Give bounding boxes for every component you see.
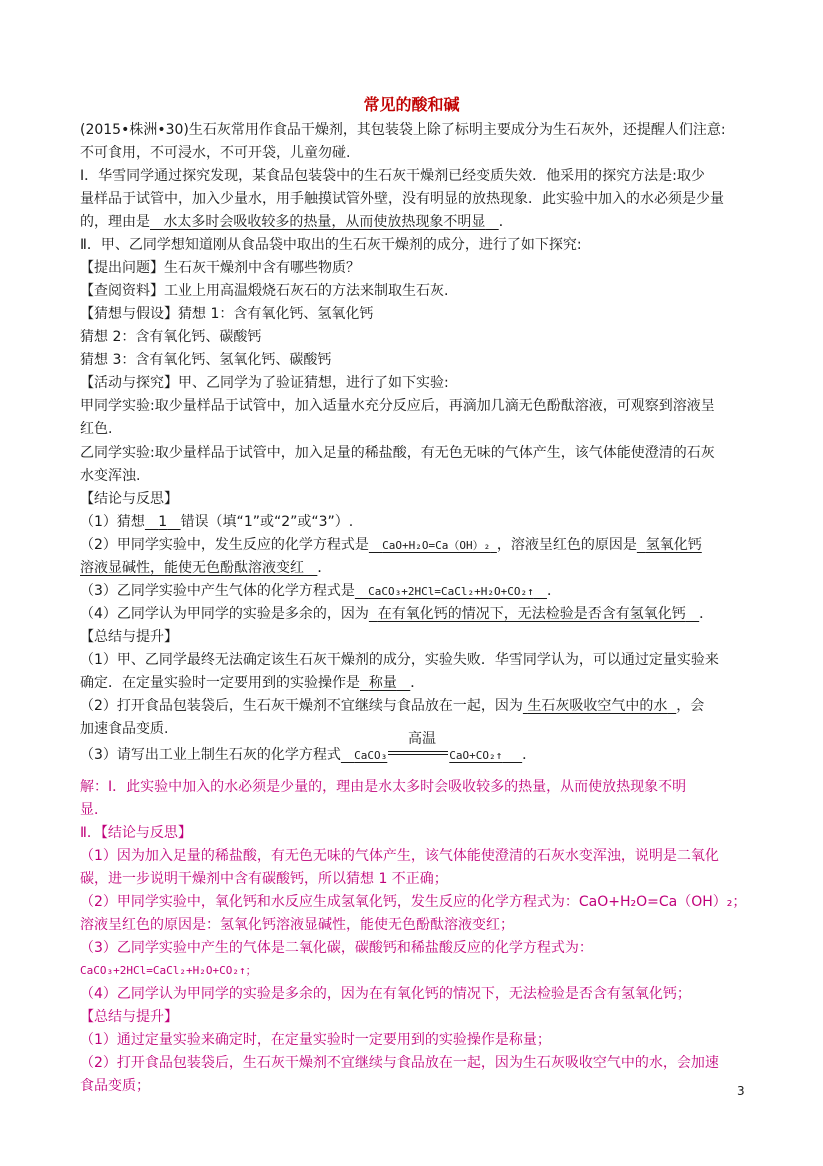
answer-blank (341, 749, 387, 762)
answer-blank (449, 749, 522, 762)
solution-line: （1）通过定量实验来确定时，在定量实验时一定要用到的实验操作是称量； (80, 1032, 551, 1048)
text-segment: 错误（填“1”或“2”或“3”）. (180, 514, 354, 530)
text-segment: （3）乙同学实验中产生气体的化学方程式是 (80, 583, 355, 599)
answer-text: 生石灰吸收空气中的水 (527, 698, 668, 714)
text-segment: （1）猜想 (80, 514, 145, 530)
text-line (80, 535, 702, 556)
text-line: 加速食品变质. (80, 721, 169, 737)
text-line (80, 581, 561, 602)
solution-line: 食品变质； (80, 1078, 150, 1094)
text-line: 量样品于试管中，加入少量水，用手触摸试管外壁，没有明显的放热现象．此实验中加入的水必须是少量 (80, 191, 724, 207)
answer-blank (637, 537, 702, 553)
text-line: 乙同学实验:取少量样品于试管中，加入足量的稀盐酸，有无色无味的气体产生，该气体能使澄清的石灰 (80, 445, 715, 461)
answer-text: 氢氧化钙 (645, 537, 702, 553)
answer-blank (80, 560, 317, 576)
text-line: 【查阅资料】工业上用高温煅烧石灰石的方法来制取生石灰. (80, 283, 449, 299)
text-line: 水变浑浊. (80, 468, 141, 484)
text-line: 【提出问题】生石灰干燥剂中含有哪些物质？ (80, 260, 360, 276)
text-segment: 确定．在定量实验时一定要用到的实验操作是 (80, 675, 360, 691)
text-segment: ． (699, 606, 714, 622)
equation-text: CaO+H₂O=Ca（OH）₂ (382, 539, 491, 552)
solution-line: （1）因为加入足量的稀盐酸，有无色无味的气体产生，该气体能使澄清的石灰水变浑浊，说明是二氧化 (80, 848, 719, 864)
text-line (80, 696, 704, 716)
solution-line: （3）乙同学实验中产生的气体是二氧化碳，碳酸钙和稀盐酸反应的化学方程式为： (80, 940, 593, 956)
text-line: Ⅰ．华雪同学通过探究发现，某食品包装袋中的生石灰干燥剂已经变质失效．他采用的探究方法是:取少 (80, 168, 705, 184)
text-line (80, 745, 536, 766)
text-segment: ． (498, 214, 513, 230)
text-segment: （4）乙同学认为甲同学的实验是多余的，因为 (80, 606, 369, 622)
text-segment: ． (546, 583, 561, 599)
page-title: 常见的酸和碱 (363, 95, 460, 114)
answer-blank (369, 539, 497, 552)
solution-heading: Ⅱ．【结论与反思】 (80, 825, 192, 841)
text-line: （1）甲、乙同学最终无法确定该生石灰干燥剂的成分，实验失败．华雪同学认为，可以通过定量实验来 (80, 652, 719, 668)
solution-line: （4）乙同学认为甲同学的实验是多余的，因为在有氧化钙的情况下，无法检验是否含有氢氧化钙； (80, 986, 691, 1002)
text-segment: ． (317, 560, 332, 576)
answer-text: 1 (158, 514, 168, 530)
text-line: 猜想 2：含有氧化钙、碳酸钙 (80, 329, 262, 345)
equation-text: CaCO₃+2HCl=CaCl₂+H₂O+CO₂↑ (368, 585, 534, 598)
text-line: 【猜想与假设】猜想 1：含有氧化钙、氢氧化钙 (80, 306, 374, 322)
solution-heading: 【总结与提升】 (80, 1009, 178, 1025)
section-heading: 【结论与反思】 (80, 491, 178, 507)
solution-line: 碳，进一步说明干燥剂中含有碳酸钙，所以猜想 1 不正确； (80, 871, 448, 887)
text-line: Ⅱ．甲、乙同学想知道刚从食品袋中取出的生石灰干燥剂的成分，进行了如下探究: (80, 237, 582, 253)
text-segment: ，溶液呈红色的原因是 (496, 537, 637, 553)
text-line: 猜想 3：含有氧化钙、氢氧化钙、碳酸钙 (80, 352, 332, 368)
text-segment: 的，理由是 (80, 214, 150, 230)
answer-text: 在有氧化钙的情况下，无法检验是否含有氢氧化钙 (377, 606, 686, 622)
text-line: 甲同学实验:取少量样品于试管中，加入适量水充分反应后，再滴加几滴无色酚酞溶液，可观察到溶液呈 (80, 398, 715, 414)
text-segment: ． (522, 747, 537, 763)
section-heading: 【总结与提升】 (80, 629, 178, 645)
text-line (80, 558, 331, 578)
text-segment: （2）打开食品包装袋后，生石灰干燥剂不宜继续与食品放在一起，因为 (80, 698, 523, 714)
text-line: 【活动与探究】甲、乙同学为了验证猜想，进行了如下实验: (80, 375, 449, 391)
text-line (80, 512, 353, 532)
text-line: 红色. (80, 421, 113, 437)
text-line: (2015•株洲•30)生石灰常用作食品干燥剂，其包装袋上除了标明主要成分为生石灰外，还提醒人们注意: (80, 122, 726, 138)
answer-text: 水太多时会吸收较多的热量，从而使放热现象不明显 (163, 214, 486, 230)
equation-reactant: CaCO₃ (354, 749, 388, 762)
solution-line: 显． (80, 802, 108, 818)
page-number: 3 (737, 1084, 745, 1098)
answer-text: 称量 (368, 675, 397, 691)
text-segment: ，会 (676, 698, 705, 714)
answer-blank (360, 675, 410, 691)
answer-blank (369, 606, 699, 622)
text-segment: （3）请写出工业上制生石灰的化学方程式 (80, 747, 341, 763)
equation-product: CaO+CO₂↑ (449, 749, 503, 762)
text-line (80, 604, 713, 624)
solution-line: 解：Ⅰ．此实验中加入的水必须是少量的，理由是水太多时会吸收较多的热量，从而使放热现象不明 (80, 779, 687, 795)
solution-equation: CaCO₃+2HCl=CaCl₂+H₂O+CO₂↑； (80, 964, 257, 977)
answer-blank (355, 585, 547, 598)
solution-line: （2）甲同学实验中，氧化钙和水反应生成氢氧化钙，发生反应的化学方程式为：CaO+H₂O=Ca（OH）₂； (80, 894, 747, 910)
answer-blank (150, 214, 499, 230)
text-line (80, 212, 513, 232)
solution-line: 溶液呈红色的原因是：氢氧化钙溶液显碱性，能使无色酚酞溶液变红； (80, 917, 514, 933)
text-line (80, 673, 424, 693)
text-line: 不可食用，不可浸水，不可开袋，儿童勿碰. (80, 145, 351, 161)
text-segment: ． (410, 675, 425, 691)
reaction-arrow (388, 751, 448, 755)
answer-text: 溶液显碱性，能使无色酚酞溶液变红 (80, 560, 304, 576)
answer-blank (145, 514, 181, 530)
text-segment: （2）甲同学实验中，发生反应的化学方程式是 (80, 537, 369, 553)
solution-line: （2）打开食品包装袋后，生石灰干燥剂不宜继续与食品放在一起，因为生石灰吸收空气中的水，会加速 (80, 1055, 719, 1071)
reaction-condition: 高温 (408, 731, 436, 747)
answer-blank (523, 698, 676, 714)
